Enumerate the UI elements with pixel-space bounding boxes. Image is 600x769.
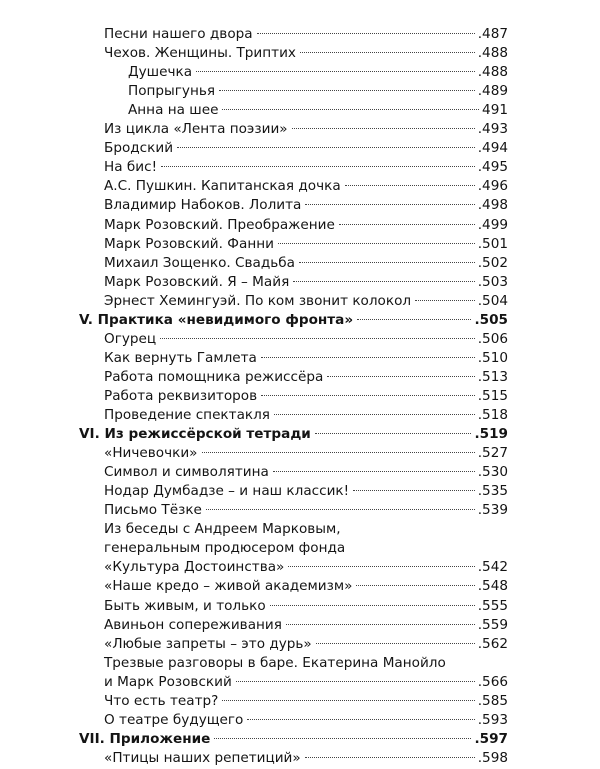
page-number: .519 <box>474 426 508 443</box>
toc-title: «Ничевочки» <box>104 445 198 462</box>
page-number: .548 <box>477 578 508 595</box>
toc-title: Письмо Тёзке <box>104 502 202 519</box>
toc-title: «Культура Достоинства» <box>104 559 285 576</box>
page-number: .498 <box>477 197 508 214</box>
page-number: .494 <box>477 140 508 157</box>
dot-leader <box>305 757 475 758</box>
page-number: .495 <box>477 159 508 176</box>
toc-title: Символ и символятина <box>104 464 269 481</box>
dot-leader <box>160 338 475 339</box>
toc-title: Марк Розовский. Преображение <box>104 216 335 233</box>
dot-leader <box>214 738 471 739</box>
toc-title: «Наше кредо – живой академизм» <box>104 578 353 595</box>
toc-title: Трезвые разговоры в баре. Екатерина Манойло <box>104 654 446 671</box>
dot-leader <box>261 395 475 396</box>
dot-leader <box>345 185 475 186</box>
toc-title: VI. Из режиссёрской тетради <box>79 426 311 443</box>
page-number: .539 <box>477 502 508 519</box>
page-number: .502 <box>477 254 508 271</box>
page-number: .555 <box>477 597 508 614</box>
toc-title: Авиньон сопереживания <box>104 616 282 633</box>
dot-leader <box>274 414 475 415</box>
page-number: 491 <box>482 102 508 119</box>
toc-title: «Любые запреты – это дурь» <box>104 635 312 652</box>
page-number: .530 <box>477 464 508 481</box>
page-number: .488 <box>477 64 508 81</box>
dot-leader <box>292 128 475 129</box>
toc-title: Нодар Думбадзе – и наш классик! <box>104 483 350 500</box>
toc-title: «Птицы наших репетиций» <box>104 749 301 766</box>
page-number: .504 <box>477 292 508 309</box>
dot-leader <box>196 71 475 72</box>
page-number: .597 <box>474 730 508 747</box>
dot-leader <box>222 109 479 110</box>
page-number: .542 <box>477 559 508 576</box>
toc-title: Чехов. Женщины. Триптих <box>104 45 296 62</box>
toc-title: V. Практика «невидимого фронта» <box>79 311 354 328</box>
dot-leader <box>353 490 475 491</box>
toc-title: генеральным продюсером фонда <box>104 540 346 557</box>
page-number: .566 <box>477 673 508 690</box>
page-number: .535 <box>477 483 508 500</box>
toc-title: Попрыгунья <box>128 83 216 100</box>
toc-title: На бис! <box>104 159 158 176</box>
toc-title: Из беседы с Андреем Марковым, <box>104 521 341 538</box>
dot-leader <box>288 566 474 567</box>
toc-title: Михаил Зощенко. Свадьба <box>104 254 295 271</box>
dot-leader <box>357 319 471 320</box>
toc-title: О театре будущего <box>104 711 244 728</box>
page-number: .489 <box>477 83 508 100</box>
page-number: .488 <box>477 45 508 62</box>
dot-leader <box>327 376 474 377</box>
dot-leader <box>278 243 475 244</box>
toc-title: Работа помощника режиссёра <box>104 368 324 385</box>
toc-title: Песни нашего двора <box>104 26 253 42</box>
dot-leader <box>315 433 472 434</box>
page-number: .506 <box>477 330 508 347</box>
dot-leader <box>305 204 474 205</box>
page-number: .559 <box>477 616 508 633</box>
toc-title: Эрнест Хемингуэй. По ком звонит колокол <box>104 292 412 309</box>
page-number: .501 <box>477 235 508 252</box>
toc-title: Быть живым, и только <box>104 597 266 614</box>
page-number: .515 <box>477 387 508 404</box>
page-number: .496 <box>477 178 508 195</box>
dot-leader <box>339 224 475 225</box>
dot-leader <box>261 357 475 358</box>
page-number: .505 <box>474 311 508 328</box>
toc-title: Проведение спектакля <box>104 407 270 423</box>
page-number: .493 <box>477 121 508 138</box>
dot-leader <box>316 643 475 644</box>
toc-title: VII. Приложение <box>79 730 211 747</box>
dot-leader <box>161 166 475 167</box>
dot-leader <box>415 300 475 301</box>
page-number: .585 <box>477 692 508 709</box>
dot-leader <box>293 281 474 282</box>
toc-title: А.С. Пушкин. Капитанская дочка <box>104 178 341 195</box>
dot-leader <box>236 681 475 682</box>
toc-title: Что есть театр? <box>104 692 219 709</box>
dot-leader <box>219 90 475 91</box>
toc-entry <box>104 747 508 769</box>
page-number: .562 <box>477 635 508 652</box>
toc-title: и Марк Розовский <box>104 673 232 690</box>
dot-leader <box>206 509 475 510</box>
page-number: .527 <box>477 445 508 462</box>
toc-title: Из цикла «Лента поэзии» <box>104 121 288 138</box>
dot-leader <box>356 585 474 586</box>
toc-title: Огурец <box>104 330 157 347</box>
toc-title: Как вернуть Гамлета <box>104 349 257 366</box>
dot-leader <box>202 452 475 453</box>
toc-title: Владимир Набоков. Лолита <box>104 197 302 214</box>
page-number: .598 <box>477 749 508 766</box>
page-number: .487 <box>477 26 508 42</box>
dot-leader <box>247 719 474 720</box>
dot-leader <box>273 471 475 472</box>
toc-title: Бродский <box>104 140 174 157</box>
page-number: .510 <box>477 349 508 366</box>
toc-title: Душечка <box>128 64 193 81</box>
dot-leader <box>299 262 475 263</box>
page-number: .499 <box>477 216 508 233</box>
dot-leader <box>257 33 475 34</box>
dot-leader <box>177 147 475 148</box>
toc-title: Анна на шее <box>128 102 219 119</box>
page-number: .518 <box>477 407 508 423</box>
dot-leader <box>222 700 474 701</box>
page-number: .593 <box>477 711 508 728</box>
dot-leader <box>300 52 475 53</box>
dot-leader <box>286 624 475 625</box>
toc-title: Марк Розовский. Фанни <box>104 235 274 252</box>
toc-title: Марк Розовский. Я – Майя <box>104 273 290 290</box>
toc-title: Работа реквизиторов <box>104 387 258 404</box>
page-number: .503 <box>477 273 508 290</box>
page-number: .513 <box>477 368 508 385</box>
dot-leader <box>270 605 475 606</box>
